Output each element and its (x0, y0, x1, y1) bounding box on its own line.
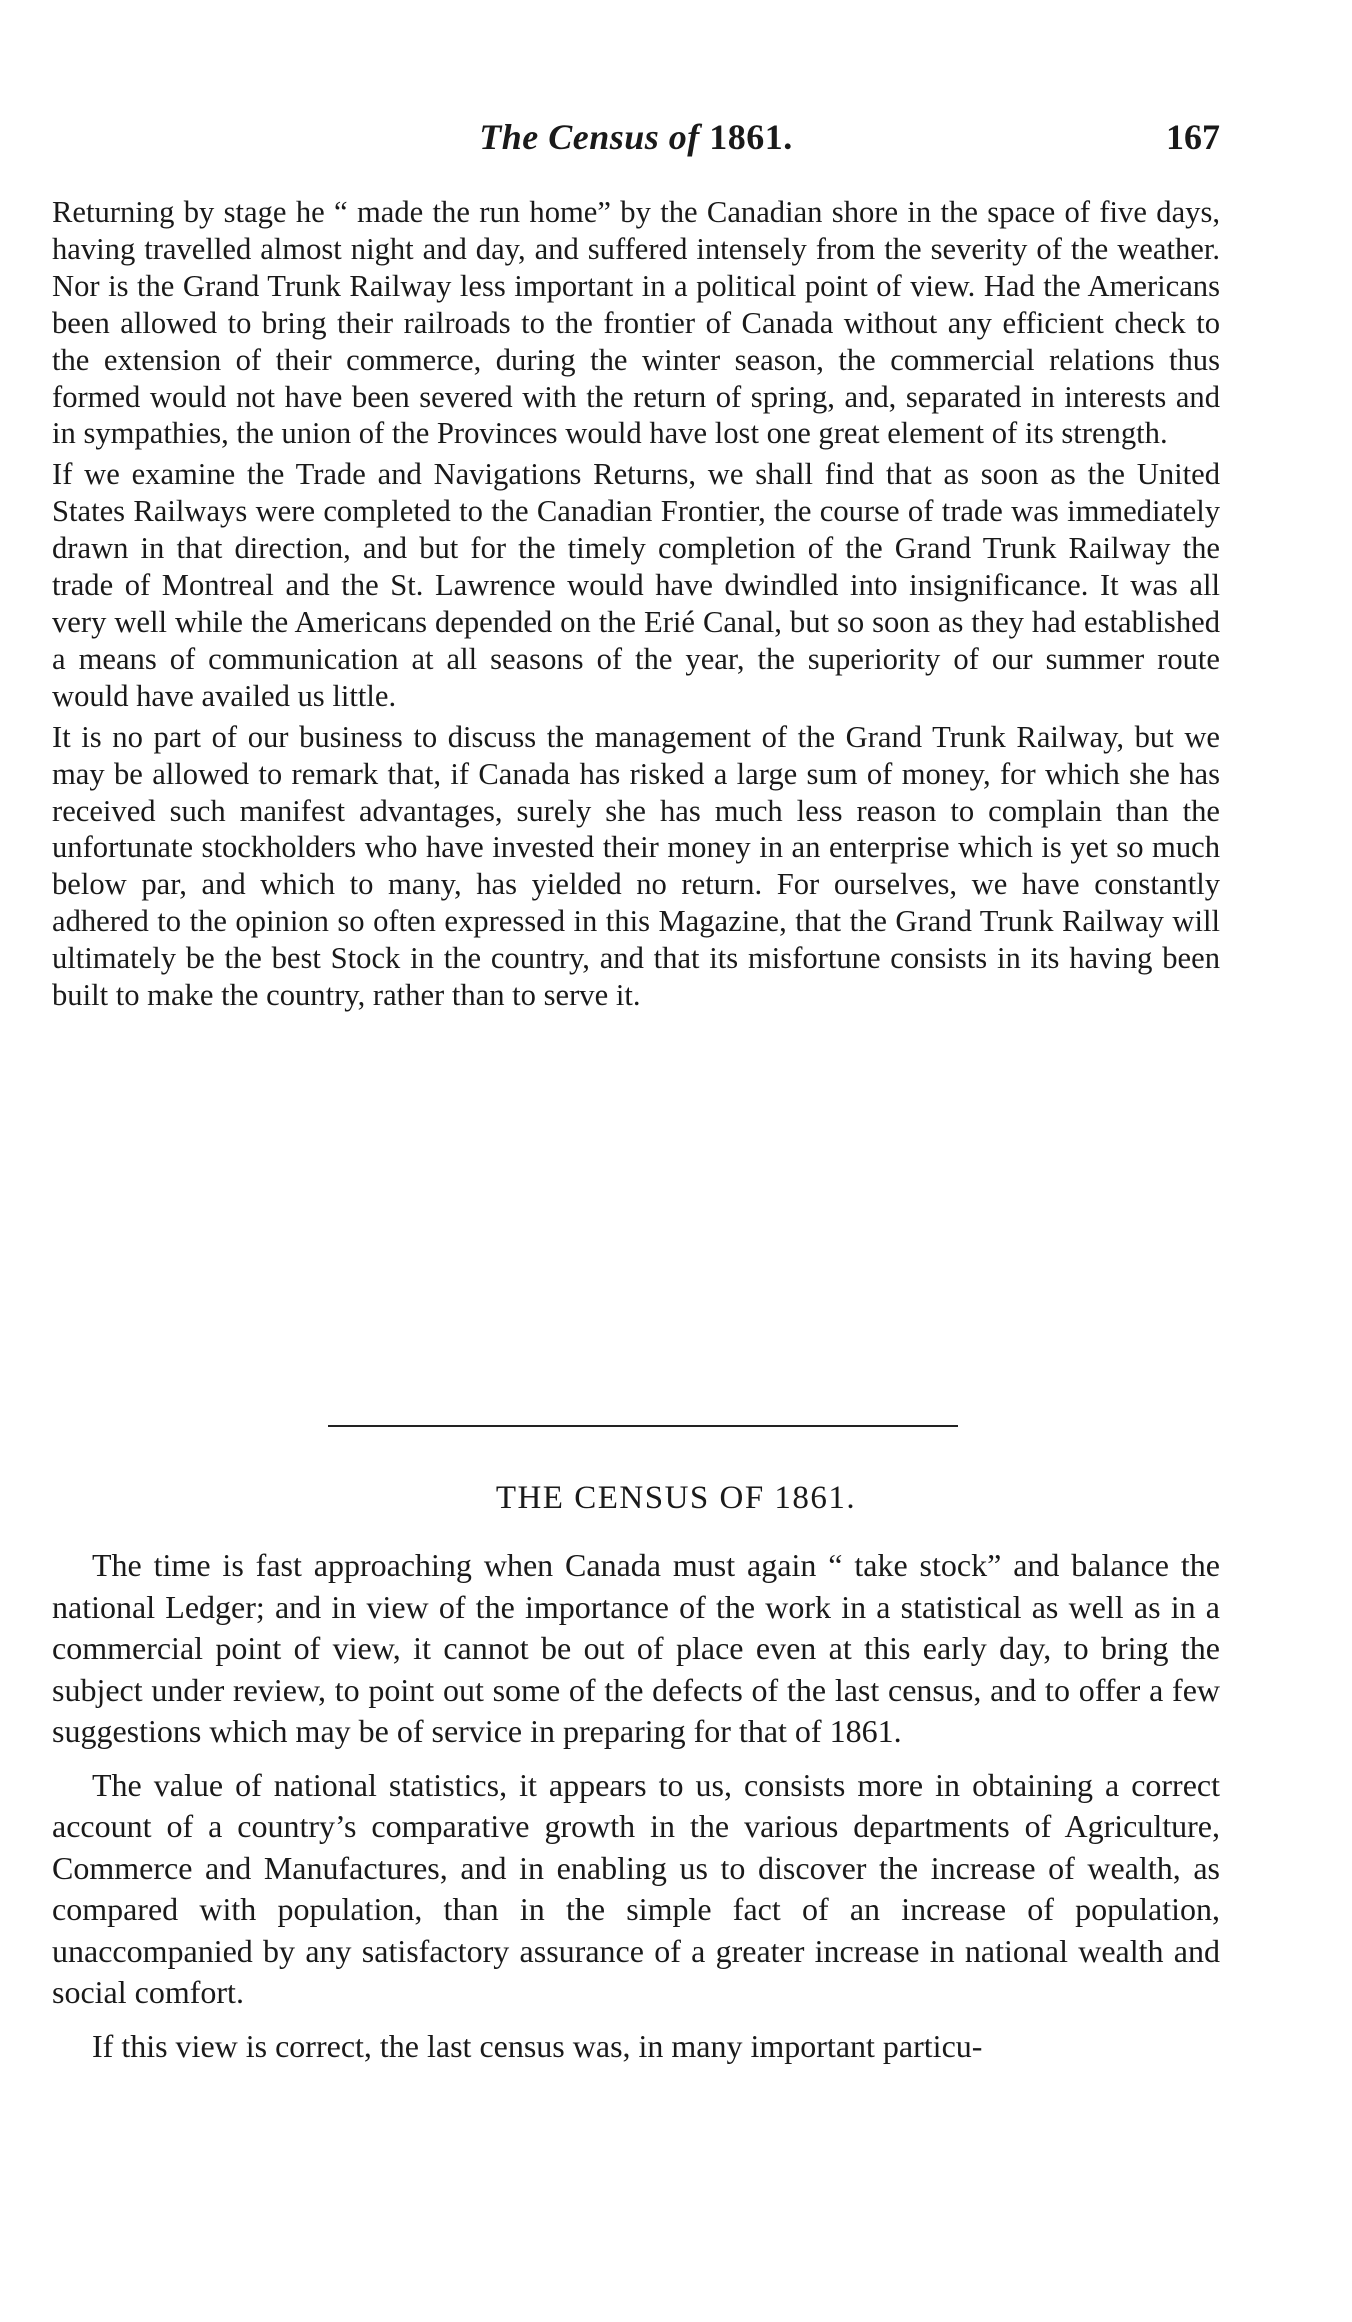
paragraph: Returning by stage he “ made the run home” by the Canadian shore in the space of five days, having travelled almost night and day, and suffered intensely from the severity of the weather. Nor is the Grand Trunk Railway less important in a political point of view. Had the Americans been allowed to bring their railroads to the frontier of Canada without any efficient check to the extension of their commerce, during the winter season, the commercial relations thus formed would not have been severed with the return of spring, and, separated in interests and in sympathies, the union of the Provinces would have lost one great element of its strength. (52, 195, 1220, 451)
running-title-italic: The Census of (479, 117, 700, 157)
paragraph: If we examine the Trade and Navigations Returns, we shall find that as soon as the United States Railways were completed to the Canadian Frontier, the course of trade was immediately drawn in that direction, and but for the timely completion of the Grand Trunk Railway the trade of Montreal and the St. Lawrence would have dwindled into insignificance. It was all very well while the Americans depended on the Erié Canal, but so soon as they had established a means of communication at all seasons of the year, the superiority of our summer route would have availed us little. (52, 457, 1220, 713)
continued-text (52, 194, 1220, 1018)
page-number: 167 (1166, 117, 1220, 157)
running-title-year: 1861. (709, 117, 793, 157)
section-divider (328, 1425, 958, 1427)
running-header (52, 112, 1220, 162)
paragraph: The value of national statistics, it appears to us, consists more in obtaining a correct account of a country’s comparative growth in the various departments of Agriculture, Commerce and Manufactures, and in enabling us to discover the increase of wealth, as compared with population, than in the simple fact of an increase of population, unaccompanied by any satisfactory assurance of a greater increase in national wealth and social comfort. (52, 1766, 1220, 2010)
paragraph: It is no part of our business to discuss the management of the Grand Trunk Railway, but we may be allowed to remark that, if Canada has risked a large sum of money, for which she has received such manifest advantages, surely she has much less reason to complain than the unfortunate stockholders who have invested their money in an enterprise which is yet so much below par, and which to many, has yielded no return. For ourselves, we have constantly adhered to the opinion so often expressed in this Magazine, that the Grand Trunk Railway will ultimately be the best Stock in the country, and that its misfortune consists in its having been built to make the country, rather than to serve it. (52, 719, 1220, 1013)
article-body (52, 1545, 1220, 2067)
running-title (52, 112, 1220, 162)
paragraph: If this view is correct, the last census was, in many important particu- (92, 2027, 983, 2064)
paragraph: The time is fast approaching when Canada must again “ take stock” and balance the national Ledger; and in view of the importance of the work in a statistical as well as in a commercial point of view, it cannot be out of place even at this early day, to bring the subject under review, to point out some of the defects of the last census, and to offer a few suggestions which may be of service in preparing for that of 1861. (52, 1547, 1220, 1749)
article-title: THE CENSUS OF 1861. (495, 1480, 857, 1516)
